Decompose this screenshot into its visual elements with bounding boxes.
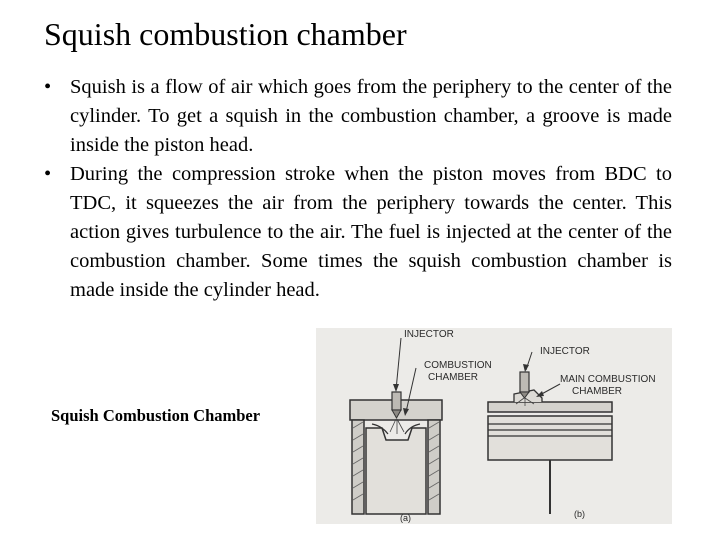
- bullet-dot-icon: •: [44, 76, 52, 98]
- label-combustion-chamber-line2: CHAMBER: [428, 372, 479, 383]
- injector-body-b: [520, 372, 529, 392]
- injector-body-a: [392, 392, 401, 410]
- figure-caption: Squish Combustion Chamber: [51, 406, 261, 425]
- label-diagram-b: (b): [574, 509, 585, 519]
- label-main-chamber-line2: CHAMBER: [572, 386, 623, 397]
- bullet-item: [44, 73, 672, 160]
- bullet-text: Squish is a flow of air which goes from the periphery to the center of the cylinder. To get a squish in the combustion chamber, a groove is made inside the piston head.: [70, 76, 672, 156]
- piston-b: [488, 416, 612, 460]
- cylinder-head-b: [488, 402, 612, 412]
- label-diagram-a: (a): [400, 513, 411, 523]
- bullet-list: [44, 73, 672, 305]
- bullet-item: [44, 160, 672, 305]
- label-injector-b: INJECTOR: [540, 346, 590, 357]
- piston-a: [366, 428, 426, 514]
- bullet-text: During the compression stroke when the piston moves from BDC to TDC, it squeezes the air from the periphery towards the center. This action gives turbulence to the air. The fuel is injected at the center of the combustion chamber. Some times the squish combustion chamber is made inside the cylinder head.: [70, 163, 672, 301]
- label-main-chamber-line1: MAIN COMBUSTION: [560, 374, 656, 385]
- bullet-dot-icon: •: [44, 163, 52, 185]
- label-injector-a: INJECTOR: [404, 329, 454, 340]
- slide-title: Squish combustion chamber: [44, 16, 407, 52]
- label-combustion-chamber-line1: COMBUSTION: [424, 360, 492, 371]
- combustion-chamber-diagram: [316, 328, 672, 524]
